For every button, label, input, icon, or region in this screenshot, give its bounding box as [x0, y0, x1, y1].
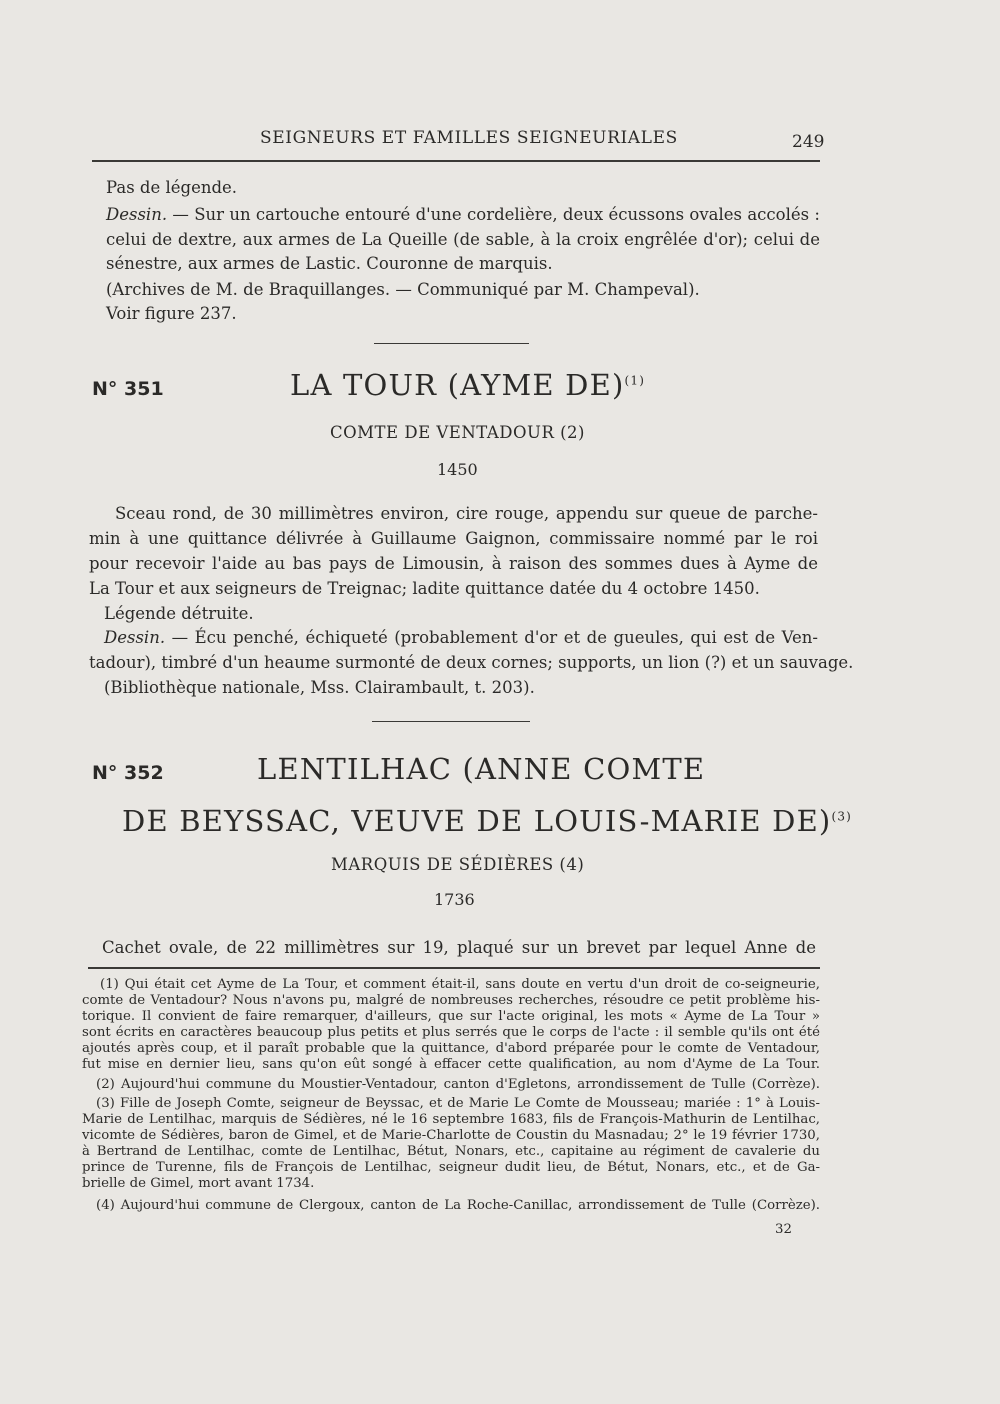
section-divider: [372, 721, 530, 722]
footnote-3-line: prince de Turenne, fils de François de Lentilhac, seigneur dudit lieu, de Bétut, Nonars, etc., et de Ga-: [82, 1160, 820, 1175]
top-line-2-text: — Sur un cartouche entouré d'une cordelière, deux écussons ovales accolés :: [167, 205, 820, 224]
footnote-3-line: à Bertrand de Lentilhac, comte de Lentilhac, Bétut, Nonars, etc., capitaine au régiment de cavalerie du: [82, 1144, 820, 1159]
entry-number: N° 352: [92, 762, 164, 784]
body-line: min à une quittance délivrée à Guillaume Gaignon, commissaire nommé par le roi: [89, 529, 818, 548]
entry-title-text: LA TOUR (AYME DE): [290, 368, 625, 402]
entry-subtitle: MARQUIS DE SÉDIÈRES (4): [331, 855, 585, 874]
header-rule: [92, 160, 820, 162]
top-line-5: (Archives de M. de Braquillanges. — Communiqué par M. Champeval).: [106, 280, 700, 299]
entry-title-line-1: LENTILHAC (ANNE COMTE: [257, 752, 706, 786]
footnote-1-line: (1) Qui était cet Ayme de La Tour, et comment était-il, sans doute en vertu d'un droit de co-seigneurie,: [100, 977, 820, 992]
footnote-1-line: ajoutés après coup, et il paraît probable que la quittance, d'abord préparée pour le comte de Ventadour,: [82, 1041, 820, 1056]
entry-year: 1736: [434, 890, 475, 909]
footnote-ref: (3): [831, 809, 853, 824]
top-line-3: celui de dextre, aux armes de La Queille (de sable, à la croix engrêlée d'or); celui de: [106, 230, 820, 249]
footnote-3-line: Marie de Lentilhac, marquis de Sédières, né le 16 septembre 1683, fils de François-Mathurin de Lentilhac,: [82, 1112, 820, 1127]
footnote-rule: [88, 967, 820, 969]
top-line-2: [106, 203, 820, 227]
footnote-2: (2) Aujourd'hui commune du Moustier-Ventadour, canton d'Egletons, arrondissement de Tulle (Corrèze).: [96, 1077, 820, 1092]
running-header: SEIGNEURS ET FAMILLES SEIGNEURIALES: [260, 128, 678, 148]
top-line-4: sénestre, aux armes de Lastic. Couronne de marquis.: [106, 254, 553, 273]
body-line: pour recevoir l'aide au bas pays de Limousin, à raison des sommes dues à Ayme de: [89, 554, 818, 573]
entry-title: [290, 368, 645, 402]
entry-subtitle: COMTE DE VENTADOUR (2): [330, 423, 585, 442]
dessin-line-2: tadour), timbré d'un heaume surmonté de deux cornes; supports, un lion (?) et un sauvage.: [89, 653, 854, 672]
footnote-4: (4) Aujourd'hui commune de Clergoux, canton de La Roche-Canillac, arrondissement de Tulle (Corrèze).: [96, 1198, 820, 1213]
entry-year: 1450: [437, 460, 478, 479]
top-line-1: Pas de légende.: [106, 178, 238, 197]
dessin-line-1-text: — Écu penché, échiqueté (probablement d'or et de gueules, qui est de Ven-: [165, 628, 818, 647]
entry-title-line-2: [122, 804, 852, 838]
footnote-1-line: fut mise en dernier lieu, sans qu'on eût songé à effacer cette qualification, au nom d'Ayme de La Tour.: [82, 1057, 820, 1072]
body-line: Sceau rond, de 30 millimètres environ, cire rouge, appendu sur queue de parche-: [115, 504, 818, 523]
signature-mark: 32: [775, 1222, 792, 1237]
footnote-3-line: brielle de Gimel, mort avant 1734.: [82, 1176, 315, 1191]
page-number: 249: [792, 132, 825, 152]
entry-number: N° 351: [92, 378, 164, 400]
footnote-1-line: comte de Ventadour? Nous n'avons pu, malgré de nombreuses recherches, résoudre ce petit problème his-: [82, 993, 820, 1008]
entry-title-text: DE BEYSSAC, VEUVE DE LOUIS-MARIE DE): [122, 804, 832, 838]
section-divider: [374, 343, 529, 344]
footnote-3-line: vicomte de Sédières, baron de Gimel, et de Marie-Charlotte de Coustin du Masnadau; 2° le 19 février 1730,: [82, 1128, 820, 1143]
dessin-line-1: [104, 626, 818, 650]
footnote-1-line: torique. Il convient de faire remarquer, d'ailleurs, que sur l'acte original, les mots « Ayme de La Tour »: [82, 1009, 820, 1024]
dessin-label: Dessin.: [106, 205, 168, 224]
body-line: La Tour et aux seigneurs de Treignac; ladite quittance datée du 4 octobre 1450.: [89, 579, 760, 598]
source-line: (Bibliothèque nationale, Mss. Clairambault, t. 203).: [104, 678, 535, 697]
footnote-ref: (1): [624, 373, 646, 388]
top-line-6: Voir figure 237.: [106, 304, 237, 323]
footnote-1-line: sont écrits en caractères beaucoup plus petits et plus serrés que le corps de l'acte : il semble qu'ils ont été: [82, 1025, 820, 1040]
legend-line: Légende détruite.: [104, 604, 254, 623]
dessin-label: Dessin.: [104, 628, 166, 647]
body-line: Cachet ovale, de 22 millimètres sur 19, plaqué sur un brevet par lequel Anne de: [102, 938, 816, 957]
footnote-3-line: (3) Fille de Joseph Comte, seigneur de Beyssac, et de Marie Le Comte de Mousseau; mariée : 1° à Louis-: [96, 1096, 820, 1111]
